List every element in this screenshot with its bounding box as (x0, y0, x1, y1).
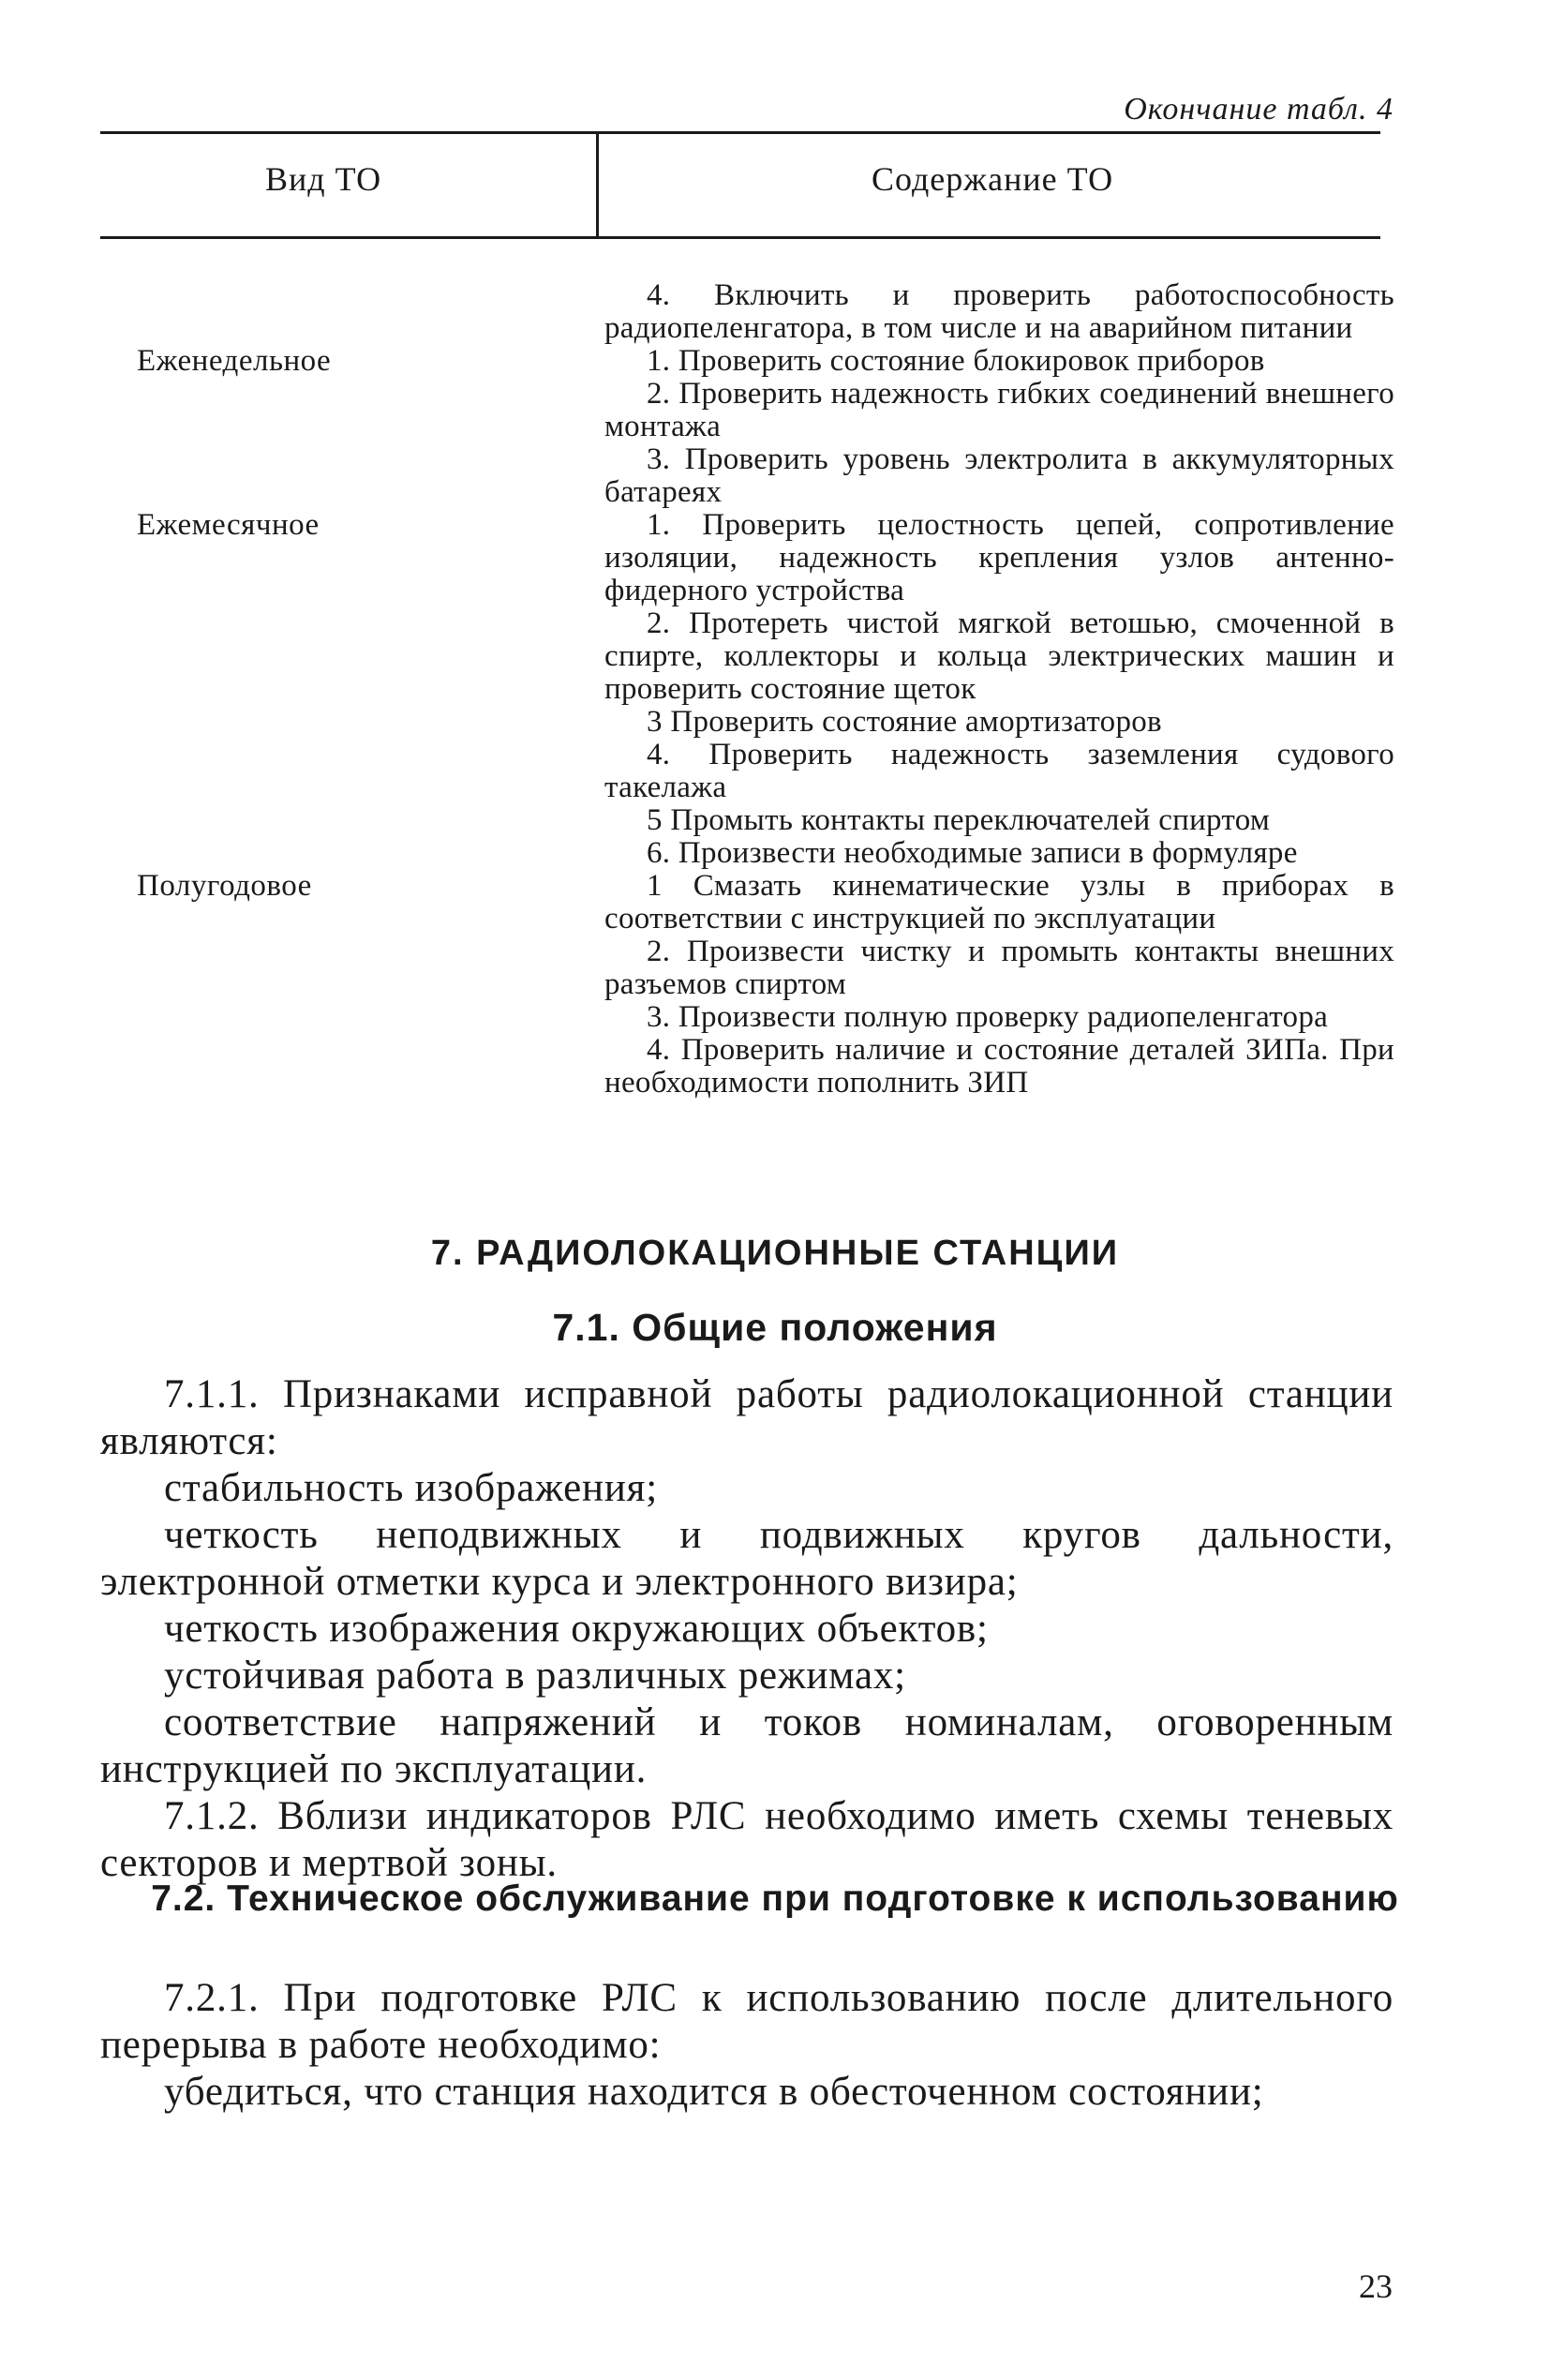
table-item: 2. Проверить надежность гибких соединений внешнего монтажа (604, 377, 1394, 443)
table-row (0, 279, 1550, 345)
table-item: 2. Протереть чистой мягкой ветошью, смоченной в спирте, коллекторы и кольца электрических машин и проверить состояние щеток (604, 606, 1394, 706)
table-header-type: Вид ТО (265, 160, 382, 198)
paragraph: устойчивая работа в различных режимах; (164, 1654, 906, 1698)
table-item: 1 Смазать кинематические узлы в приборах в соответствии с инструкцией по эксплуатации (604, 869, 1394, 936)
section-heading: 7. РАДИОЛОКАЦИОННЫЕ СТАНЦИИ (430, 1234, 1120, 1273)
table-header-rule (100, 236, 1380, 239)
table-item: 4. Проверить наличие и состояние деталей ЗИПа. При необходимости пополнить ЗИП (604, 1033, 1394, 1100)
table-row-label: Еженедельное (137, 344, 332, 378)
paragraph: четкость изображения окружающих объектов; (164, 1607, 989, 1651)
table-item: 6. Произвести необходимые записи в формуляре (647, 836, 1298, 870)
table-row (0, 509, 1550, 870)
paragraph: четкость неподвижных и подвижных кругов дальности, электронной отметки курса и электронного визира; (100, 1513, 1394, 1604)
table-item: 1. Проверить состояние блокировок приборов (647, 344, 1265, 378)
subsection-heading-preparation: 7.2. Техническое обслуживание при подготовке к использованию (151, 1879, 1399, 1919)
paragraph: убедиться, что станция находится в обесточенном состоянии; (164, 2070, 1264, 2114)
table-row (0, 345, 1550, 509)
table-item: 1. Проверить целостность цепей, сопротивление изоляции, надежность крепления узлов антенно-фидерного устройства (604, 508, 1394, 607)
maintenance-table-body (0, 279, 1550, 1100)
table-item: 5 Промыть контакты переключателей спиртом (647, 803, 1271, 837)
table-item: 3. Произвести полную проверку радиопеленгатора (647, 1000, 1329, 1034)
table-item: 4. Включить и проверить работоспособность радиопеленгатора, в том числе и на аварийном питании (604, 278, 1394, 345)
table-item: 3 Проверить состояние амортизаторов (647, 705, 1162, 739)
paragraph: 7.1.1. Признаками исправной работы радиолокационной станции являются: (100, 1372, 1394, 1463)
table-item: 2. Произвести чистку и промыть контакты внешних разъемов спиртом (604, 935, 1394, 1001)
table-header-divider (596, 131, 599, 236)
paragraph: 7.2.1. При подготовке РЛС к использованию после длительного перерыва в работе необходимо: (100, 1976, 1394, 2067)
table-top-rule (100, 131, 1380, 134)
table-row (0, 870, 1550, 1100)
table-item: 3. Проверить уровень электролита в аккумуляторных батареях (604, 442, 1394, 509)
paragraph: 7.1.2. Вблизи индикаторов РЛС необходимо иметь схемы теневых секторов и мертвой зоны. (100, 1794, 1394, 1885)
paragraph: стабильность изображения; (164, 1466, 658, 1510)
table-row-label: Ежемесячное (137, 508, 320, 542)
preparation-text (100, 1975, 1394, 2116)
subsection-heading-general: 7.1. Общие положения (552, 1306, 998, 1349)
table-caption: Окончание табл. 4 (1124, 92, 1394, 127)
general-provisions-text (100, 1371, 1394, 1887)
table-header-content: Содержание ТО (872, 160, 1114, 198)
page-number: 23 (1359, 2268, 1393, 2305)
paragraph: соответствие напряжений и токов номиналам, оговоренным инструкцией по эксплуатации. (100, 1700, 1394, 1791)
table-row-label: Полугодовое (137, 869, 312, 903)
table-item: 4. Проверить надежность заземления судового такелажа (604, 738, 1394, 804)
